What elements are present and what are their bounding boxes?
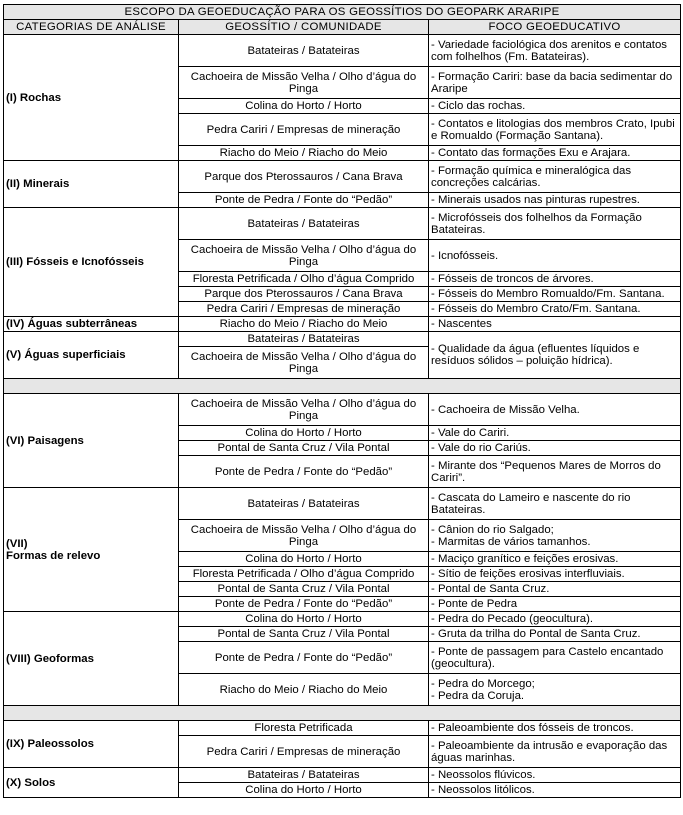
foco-cell: - Gruta da trilha do Pontal de Santa Cruz. xyxy=(429,627,681,642)
category-rochas: (I) Rochas xyxy=(4,35,179,161)
category-formas-de-relevo xyxy=(4,488,179,612)
foco-cell: - Variedade faciológica dos arenitos e contatos com folhelhos (Fm. Batateiras). xyxy=(429,35,681,67)
foco-cell: - Cachoeira de Missão Velha. xyxy=(429,394,681,426)
geossitio-cell: Pedra Cariri / Empresas de mineração xyxy=(179,736,429,768)
foco-cell: - Minerais usados nas pinturas rupestres. xyxy=(429,193,681,208)
geoeducacao-table xyxy=(3,4,681,798)
geossitio-cell: Cachoeira de Missão Velha / Olho d’água do Pinga xyxy=(179,240,429,272)
foco-cell: - Contato das formações Exu e Arajara. xyxy=(429,146,681,161)
geossitio-cell: Colina do Horto / Horto xyxy=(179,426,429,441)
geossitio-cell: Colina do Horto / Horto xyxy=(179,99,429,114)
category-paleossolos: (IX) Paleossolos xyxy=(4,721,179,768)
header-categorias: CATEGORIAS DE ANÁLISE xyxy=(4,20,179,35)
category-paisagens: (VI) Paisagens xyxy=(4,394,179,488)
table-row xyxy=(4,35,681,67)
table-row xyxy=(4,488,681,520)
foco-cell: - Neossolos litólicos. xyxy=(429,783,681,798)
category-solos: (X) Solos xyxy=(4,768,179,798)
geossitio-cell: Riacho do Meio / Riacho do Meio xyxy=(179,146,429,161)
geossitio-cell: Parque dos Pterossauros / Cana Brava xyxy=(179,287,429,302)
category-minerais: (II) Minerais xyxy=(4,161,179,208)
foco-cell: - Nascentes xyxy=(429,317,681,332)
foco-cell: - Neossolos flúvicos. xyxy=(429,768,681,783)
table-row xyxy=(4,721,681,736)
foco-cell: - Maciço granítico e feições erosivas. xyxy=(429,552,681,567)
category-aguas-subterraneas: (IV) Águas subterrâneas xyxy=(4,317,179,332)
category-fosseis: (III) Fósseis e Icnofósseis xyxy=(4,208,179,317)
foco-cell: - Vale do rio Cariús. xyxy=(429,441,681,456)
geossitio-cell: Cachoeira de Missão Velha / Olho d’água do Pinga xyxy=(179,67,429,99)
foco-cell: - Fósseis do Membro Romualdo/Fm. Santana. xyxy=(429,287,681,302)
foco-cell: - Fósseis do Membro Crato/Fm. Santana. xyxy=(429,302,681,317)
foco-cell: - Pedra do Pecado (geocultura). xyxy=(429,612,681,627)
geossitio-cell: Cachoeira de Missão Velha / Olho d’água do Pinga xyxy=(179,347,429,379)
geossitio-cell: Ponte de Pedra / Fonte do “Pedão” xyxy=(179,642,429,674)
foco-cell: - Paleoambiente dos fósseis de troncos. xyxy=(429,721,681,736)
geossitio-cell: Colina do Horto / Horto xyxy=(179,552,429,567)
table-row xyxy=(4,161,681,193)
foco-cell: - Ciclo das rochas. xyxy=(429,99,681,114)
table-row xyxy=(4,332,681,347)
foco-cell: - Mirante dos “Pequenos Mares de Morros do Cariri”. xyxy=(429,456,681,488)
category-aguas-superficiais: (V) Águas superficiais xyxy=(4,332,179,379)
foco-cell: - Ponte de passagem para Castelo encantado (geocultura). xyxy=(429,642,681,674)
foco-cell: - Icnofósseis. xyxy=(429,240,681,272)
geossitio-cell: Batateiras / Batateiras xyxy=(179,332,429,347)
foco-cell: - Vale do Cariri. xyxy=(429,426,681,441)
foco-cell: - Qualidade da água (efluentes líquidos e resíduos sólidos – poluição hídrica). xyxy=(429,332,681,379)
table-row xyxy=(4,394,681,426)
table-row xyxy=(4,768,681,783)
table-title: ESCOPO DA GEOEDUCAÇÃO PARA OS GEOSSÍTIOS DO GEOPARK ARARIPE xyxy=(4,5,681,20)
foco-line: - Marmitas de vários tamanhos. xyxy=(431,535,591,548)
foco-cell: - Paleoambiente da intrusão e evaporação das águas marinhas. xyxy=(429,736,681,768)
geossitio-cell: Riacho do Meio / Riacho do Meio xyxy=(179,674,429,706)
geossitio-cell: Cachoeira de Missão Velha / Olho d’água do Pinga xyxy=(179,520,429,552)
category-label-line2: Formas de relevo xyxy=(6,549,101,562)
geossitio-cell: Cachoeira de Missão Velha / Olho d’água do Pinga xyxy=(179,394,429,426)
category-geoformas: (VIII) Geoformas xyxy=(4,612,179,706)
foco-cell: - Sítio de feições erosivas interfluviais. xyxy=(429,567,681,582)
geossitio-cell: Ponte de Pedra / Fonte do “Pedão” xyxy=(179,597,429,612)
foco-cell: - Formação química e mineralógica das concreções calcárias. xyxy=(429,161,681,193)
separator-row xyxy=(4,706,681,721)
geossitio-cell: Ponte de Pedra / Fonte do “Pedão” xyxy=(179,193,429,208)
header-geossitio: GEOSSÍTIO / COMUNIDADE xyxy=(179,20,429,35)
geossitio-cell: Colina do Horto / Horto xyxy=(179,783,429,798)
foco-cell xyxy=(429,520,681,552)
foco-cell: - Ponte de Pedra xyxy=(429,597,681,612)
foco-cell: - Cascata do Lameiro e nascente do rio Batateiras. xyxy=(429,488,681,520)
foco-line: - Pedra da Coruja. xyxy=(431,689,525,702)
geossitio-cell: Floresta Petrificada / Olho d’água Comprido xyxy=(179,567,429,582)
geossitio-cell: Pontal de Santa Cruz / Vila Pontal xyxy=(179,441,429,456)
foco-cell: - Pontal de Santa Cruz. xyxy=(429,582,681,597)
foco-line: - Cânion do rio Salgado; xyxy=(431,523,554,536)
geossitio-cell: Ponte de Pedra / Fonte do “Pedão” xyxy=(179,456,429,488)
geossitio-cell: Pedra Cariri / Empresas de mineração xyxy=(179,302,429,317)
geossitio-cell: Batateiras / Batateiras xyxy=(179,768,429,783)
geossitio-cell: Pedra Cariri / Empresas de mineração xyxy=(179,114,429,146)
geossitio-cell: Riacho do Meio / Riacho do Meio xyxy=(179,317,429,332)
foco-cell xyxy=(429,674,681,706)
geossitio-cell: Pontal de Santa Cruz / Vila Pontal xyxy=(179,627,429,642)
foco-line: - Pedra do Morcego; xyxy=(431,677,535,690)
geossitio-cell: Batateiras / Batateiras xyxy=(179,208,429,240)
foco-cell: - Fósseis de troncos de árvores. xyxy=(429,272,681,287)
geossitio-cell: Colina do Horto / Horto xyxy=(179,612,429,627)
separator-row xyxy=(4,379,681,394)
header-foco: FOCO GEOEDUCATIVO xyxy=(429,20,681,35)
geossitio-cell: Floresta Petrificada / Olho d’água Comprido xyxy=(179,272,429,287)
geossitio-cell: Floresta Petrificada xyxy=(179,721,429,736)
table-row xyxy=(4,612,681,627)
foco-cell: - Microfósseis dos folhelhos da Formação Batateiras. xyxy=(429,208,681,240)
foco-cell: - Formação Cariri: base da bacia sedimentar do Araripe xyxy=(429,67,681,99)
category-label-line1: (VII) xyxy=(6,537,28,550)
geossitio-cell: Parque dos Pterossauros / Cana Brava xyxy=(179,161,429,193)
geossitio-cell: Batateiras / Batateiras xyxy=(179,35,429,67)
table-row xyxy=(4,208,681,240)
table-row xyxy=(4,317,681,332)
geossitio-cell: Pontal de Santa Cruz / Vila Pontal xyxy=(179,582,429,597)
foco-cell: - Contatos e litologias dos membros Crato, Ipubi e Romualdo (Formação Santana). xyxy=(429,114,681,146)
geossitio-cell: Batateiras / Batateiras xyxy=(179,488,429,520)
